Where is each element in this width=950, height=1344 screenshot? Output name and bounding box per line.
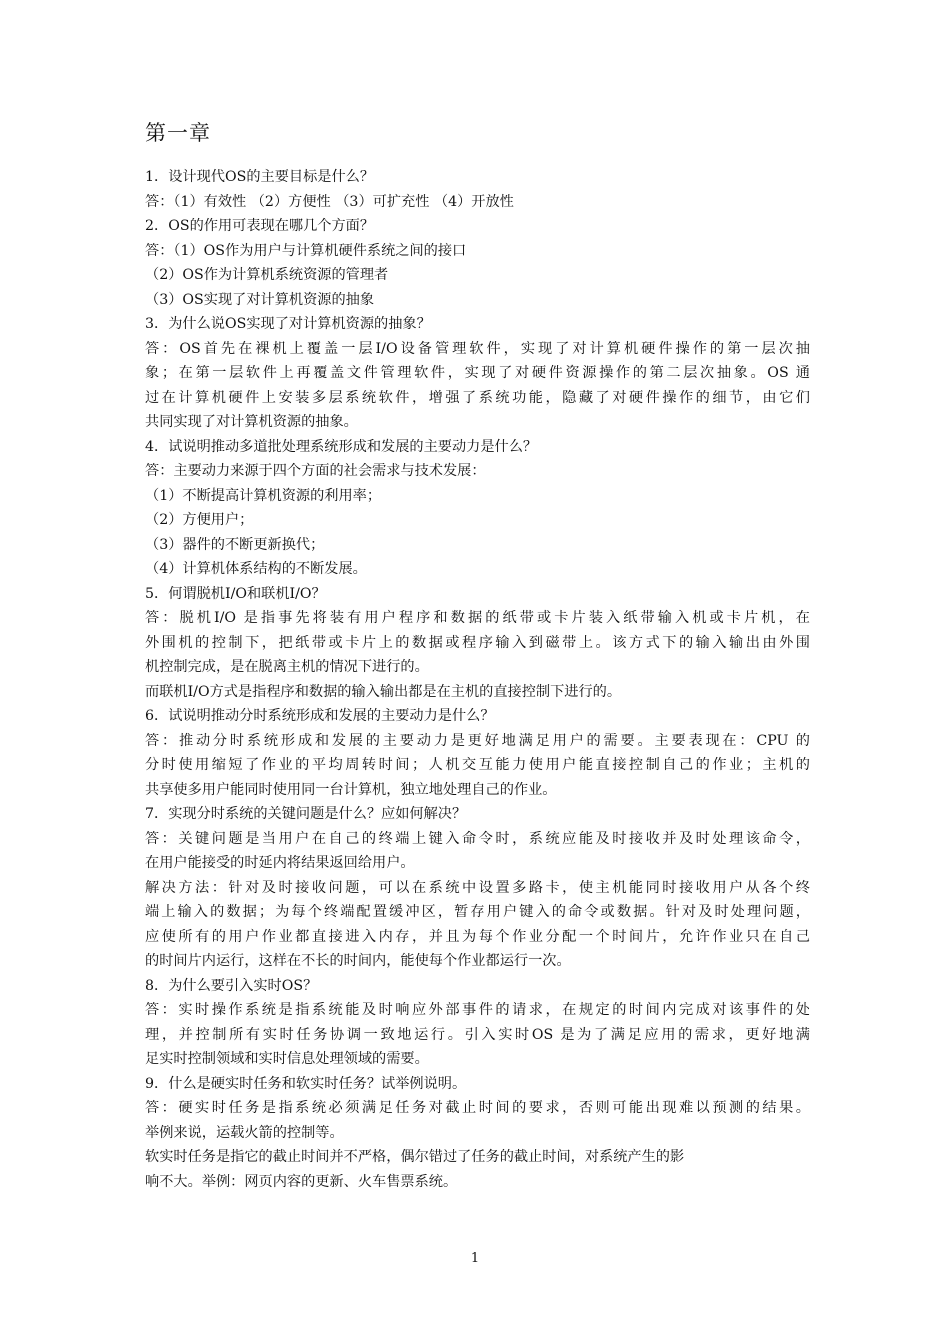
text-line: 答：关键问题是当用户在自己的终端上键入命令时，系统应能及时接收并及时处理该命令， [145, 830, 810, 847]
text-line: 共享使多用户能同时使用同一台计算机，独立地处理自己的作业。 [145, 781, 557, 798]
text-line: 1．设计现代OS的主要目标是什么？ [145, 169, 375, 185]
text-line: 而联机I/O方式是指程序和数据的输入输出都是在主机的直接控制下进行的。 [145, 683, 622, 700]
text-line: 在用户能接受的时延内将结果返回给用户。 [145, 855, 415, 871]
text-line: 4．试说明推动多道批处理系统形成和发展的主要动力是什么？ [145, 438, 538, 455]
text-line: 答：OS首先在裸机上覆盖一层I/O设备管理软件，实现了对计算机硬件操作的第一层次抽 [145, 340, 810, 357]
text-line: 6．试说明推动分时系统形成和发展的主要动力是什么？ [145, 708, 495, 724]
text-line: 9．什么是硬实时任务和软实时任务？试举例说明。 [145, 1075, 467, 1092]
chapter-title: 第一章 [145, 121, 211, 145]
text-line: 解决方法：针对及时接收问题，可以在系统中设置多路卡，使主机能同时接收用户从各个终 [145, 879, 810, 896]
text-line: 答：推动分时系统形成和发展的主要动力是更好地满足用户的需要。主要表现在：CPU 的 [145, 732, 810, 749]
text-line: 3．为什么说OS实现了对计算机资源的抽象？ [145, 316, 431, 332]
text-line: 的时间片内运行，这样在不长的时间内，能使每个作业都运行一次。 [145, 953, 571, 969]
text-line: 答：硬实时任务是指系统必须满足任务对截止时间的要求，否则可能出现难以预测的结果。 [145, 1100, 810, 1116]
text-line: 机控制完成，是在脱离主机的情况下进行的。 [145, 659, 429, 675]
text-line: 象；在第一层软件上再覆盖文件管理软件，实现了对硬件资源操作的第二层次抽象。OS 通 [145, 365, 810, 381]
text-line: （3）器件的不断更新换代； [145, 536, 325, 553]
text-line: 举例来说，运载火箭的控制等。 [145, 1124, 344, 1141]
text-line: 外围机的控制下，把纸带或卡片上的数据或程序输入到磁带上。该方式下的输入输出由外围 [145, 634, 810, 651]
text-line: 7．实现分时系统的关键问题是什么？应如何解决？ [145, 806, 467, 822]
text-line: 2．OS的作用可表现在哪几个方面？ [145, 218, 375, 234]
text-line: （1）不断提高计算机资源的利用率； [145, 487, 382, 504]
text-line: （3）OS实现了对计算机资源的抽象 [145, 291, 375, 308]
text-line: （4）计算机体系结构的不断发展。 [145, 561, 367, 577]
text-line: 过在计算机硬件上安装多层系统软件，增强了系统功能，隐藏了对硬件操作的细节，由它们 [145, 389, 810, 406]
text-line: 答：脱机I/O 是指事先将装有用户程序和数据的纸带或卡片装入纸带输入机或卡片机，在 [145, 610, 810, 626]
text-line: 理，并控制所有实时任务协调一致地运行。引入实时OS 是为了满足应用的需求，更好地满 [145, 1026, 810, 1043]
text-line: 响不大。举例：网页内容的更新、火车售票系统。 [145, 1173, 458, 1190]
text-line: 答：主要动力来源于四个方面的社会需求与技术发展： [145, 463, 486, 479]
text-line: 分时使用缩短了作业的平均周转时间；人机交互能力使用户能直接控制自己的作业；主机的 [145, 757, 810, 773]
text-line: 软实时任务是指它的截止时间并不严格，偶尔错过了任务的截止时间，对系统产生的影 [145, 1149, 685, 1165]
text-line: 答：（1）有效性 （2）方便性 （3）可扩充性 （4）开放性 [145, 193, 514, 210]
text-line: 答：实时操作系统是指系统能及时响应外部事件的请求，在规定的时间内完成对该事件的处 [145, 1002, 810, 1018]
text-line: 8．为什么要引入实时OS？ [145, 977, 318, 994]
page-number: 1 [470, 1251, 480, 1266]
text-line: 5．何谓脱机I/O和联机I/O？ [145, 585, 326, 602]
text-line: 端上输入的数据；为每个终端配置缓冲区，暂存用户键入的命令或数据。针对及时处理问题， [145, 904, 810, 920]
text-line: 足实时控制领域和实时信息处理领域的需要。 [145, 1051, 429, 1067]
text-line: 答：（1）OS作为用户与计算机硬件系统之间的接口 [145, 242, 467, 259]
text-line: 应使所有的用户作业都直接进入内存，并且为每个作业分配一个时间片，允许作业只在自己 [145, 928, 810, 945]
text-line: （2）OS作为计算机系统资源的管理者 [145, 267, 389, 283]
document-body [145, 165, 810, 1194]
text-line: （2）方便用户； [145, 512, 254, 528]
text-line: 共同实现了对计算机资源的抽象。 [145, 414, 358, 430]
